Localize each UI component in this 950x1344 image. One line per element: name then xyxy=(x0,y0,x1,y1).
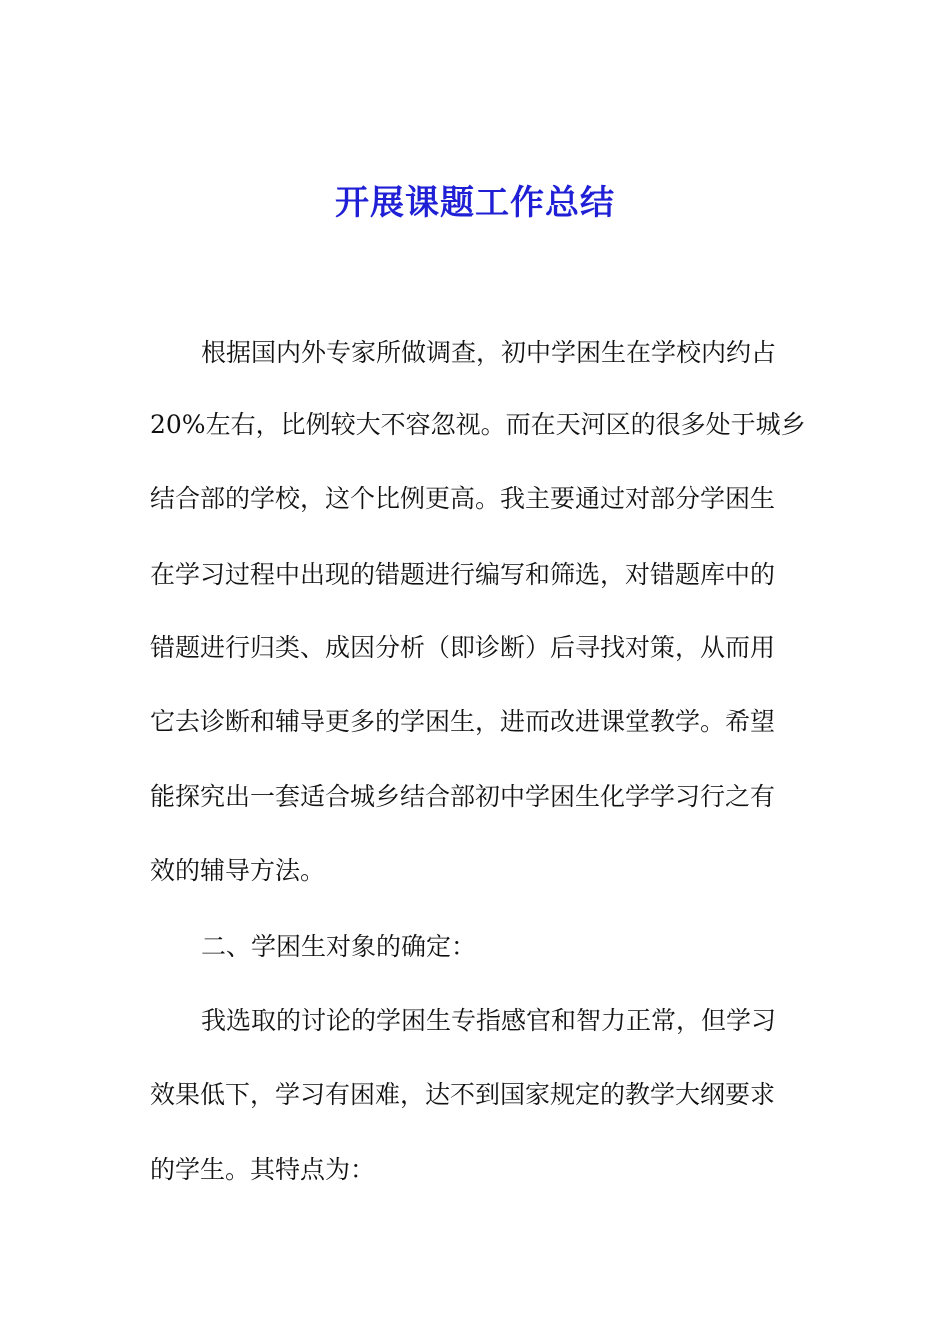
paragraph-1-line-5: 错题进行归类、成因分析（即诊断）后寻找对策，从而用 xyxy=(150,633,776,662)
paragraph-3-line-2: 效果低下，学习有困难，达不到国家规定的教学大纲要求 xyxy=(150,1080,776,1109)
paragraph-3-line-3: 的学生。其特点为： xyxy=(150,1155,376,1184)
paragraph-1-line-6: 它去诊断和辅导更多的学困生，进而改进课堂教学。希望 xyxy=(150,707,776,736)
paragraph-1-line-8: 效的辅导方法。 xyxy=(150,856,326,885)
paragraph-1-line-4: 在学习过程中出现的错题进行编写和筛选，对错题库中的 xyxy=(150,560,776,589)
section-heading-2: 二、学困生对象的确定： xyxy=(201,932,477,961)
paragraph-1-line-7: 能探究出一套适合城乡结合部初中学困生化学学习行之有 xyxy=(150,782,776,811)
paragraph-1-line-2: 20%左右，比例较大不容忽视。而在天河区的很多处于城乡 xyxy=(150,410,806,439)
paragraph-1-line-3: 结合部的学校，这个比例更高。我主要通过对部分学困生 xyxy=(150,484,776,513)
document-title: 开展课题工作总结 xyxy=(335,183,615,223)
paragraph-3-line-1: 我选取的讨论的学困生专指感官和智力正常，但学习 xyxy=(201,1006,777,1035)
paragraph-1-line-1: 根据国内外专家所做调查，初中学困生在学校内约占 xyxy=(201,338,777,367)
